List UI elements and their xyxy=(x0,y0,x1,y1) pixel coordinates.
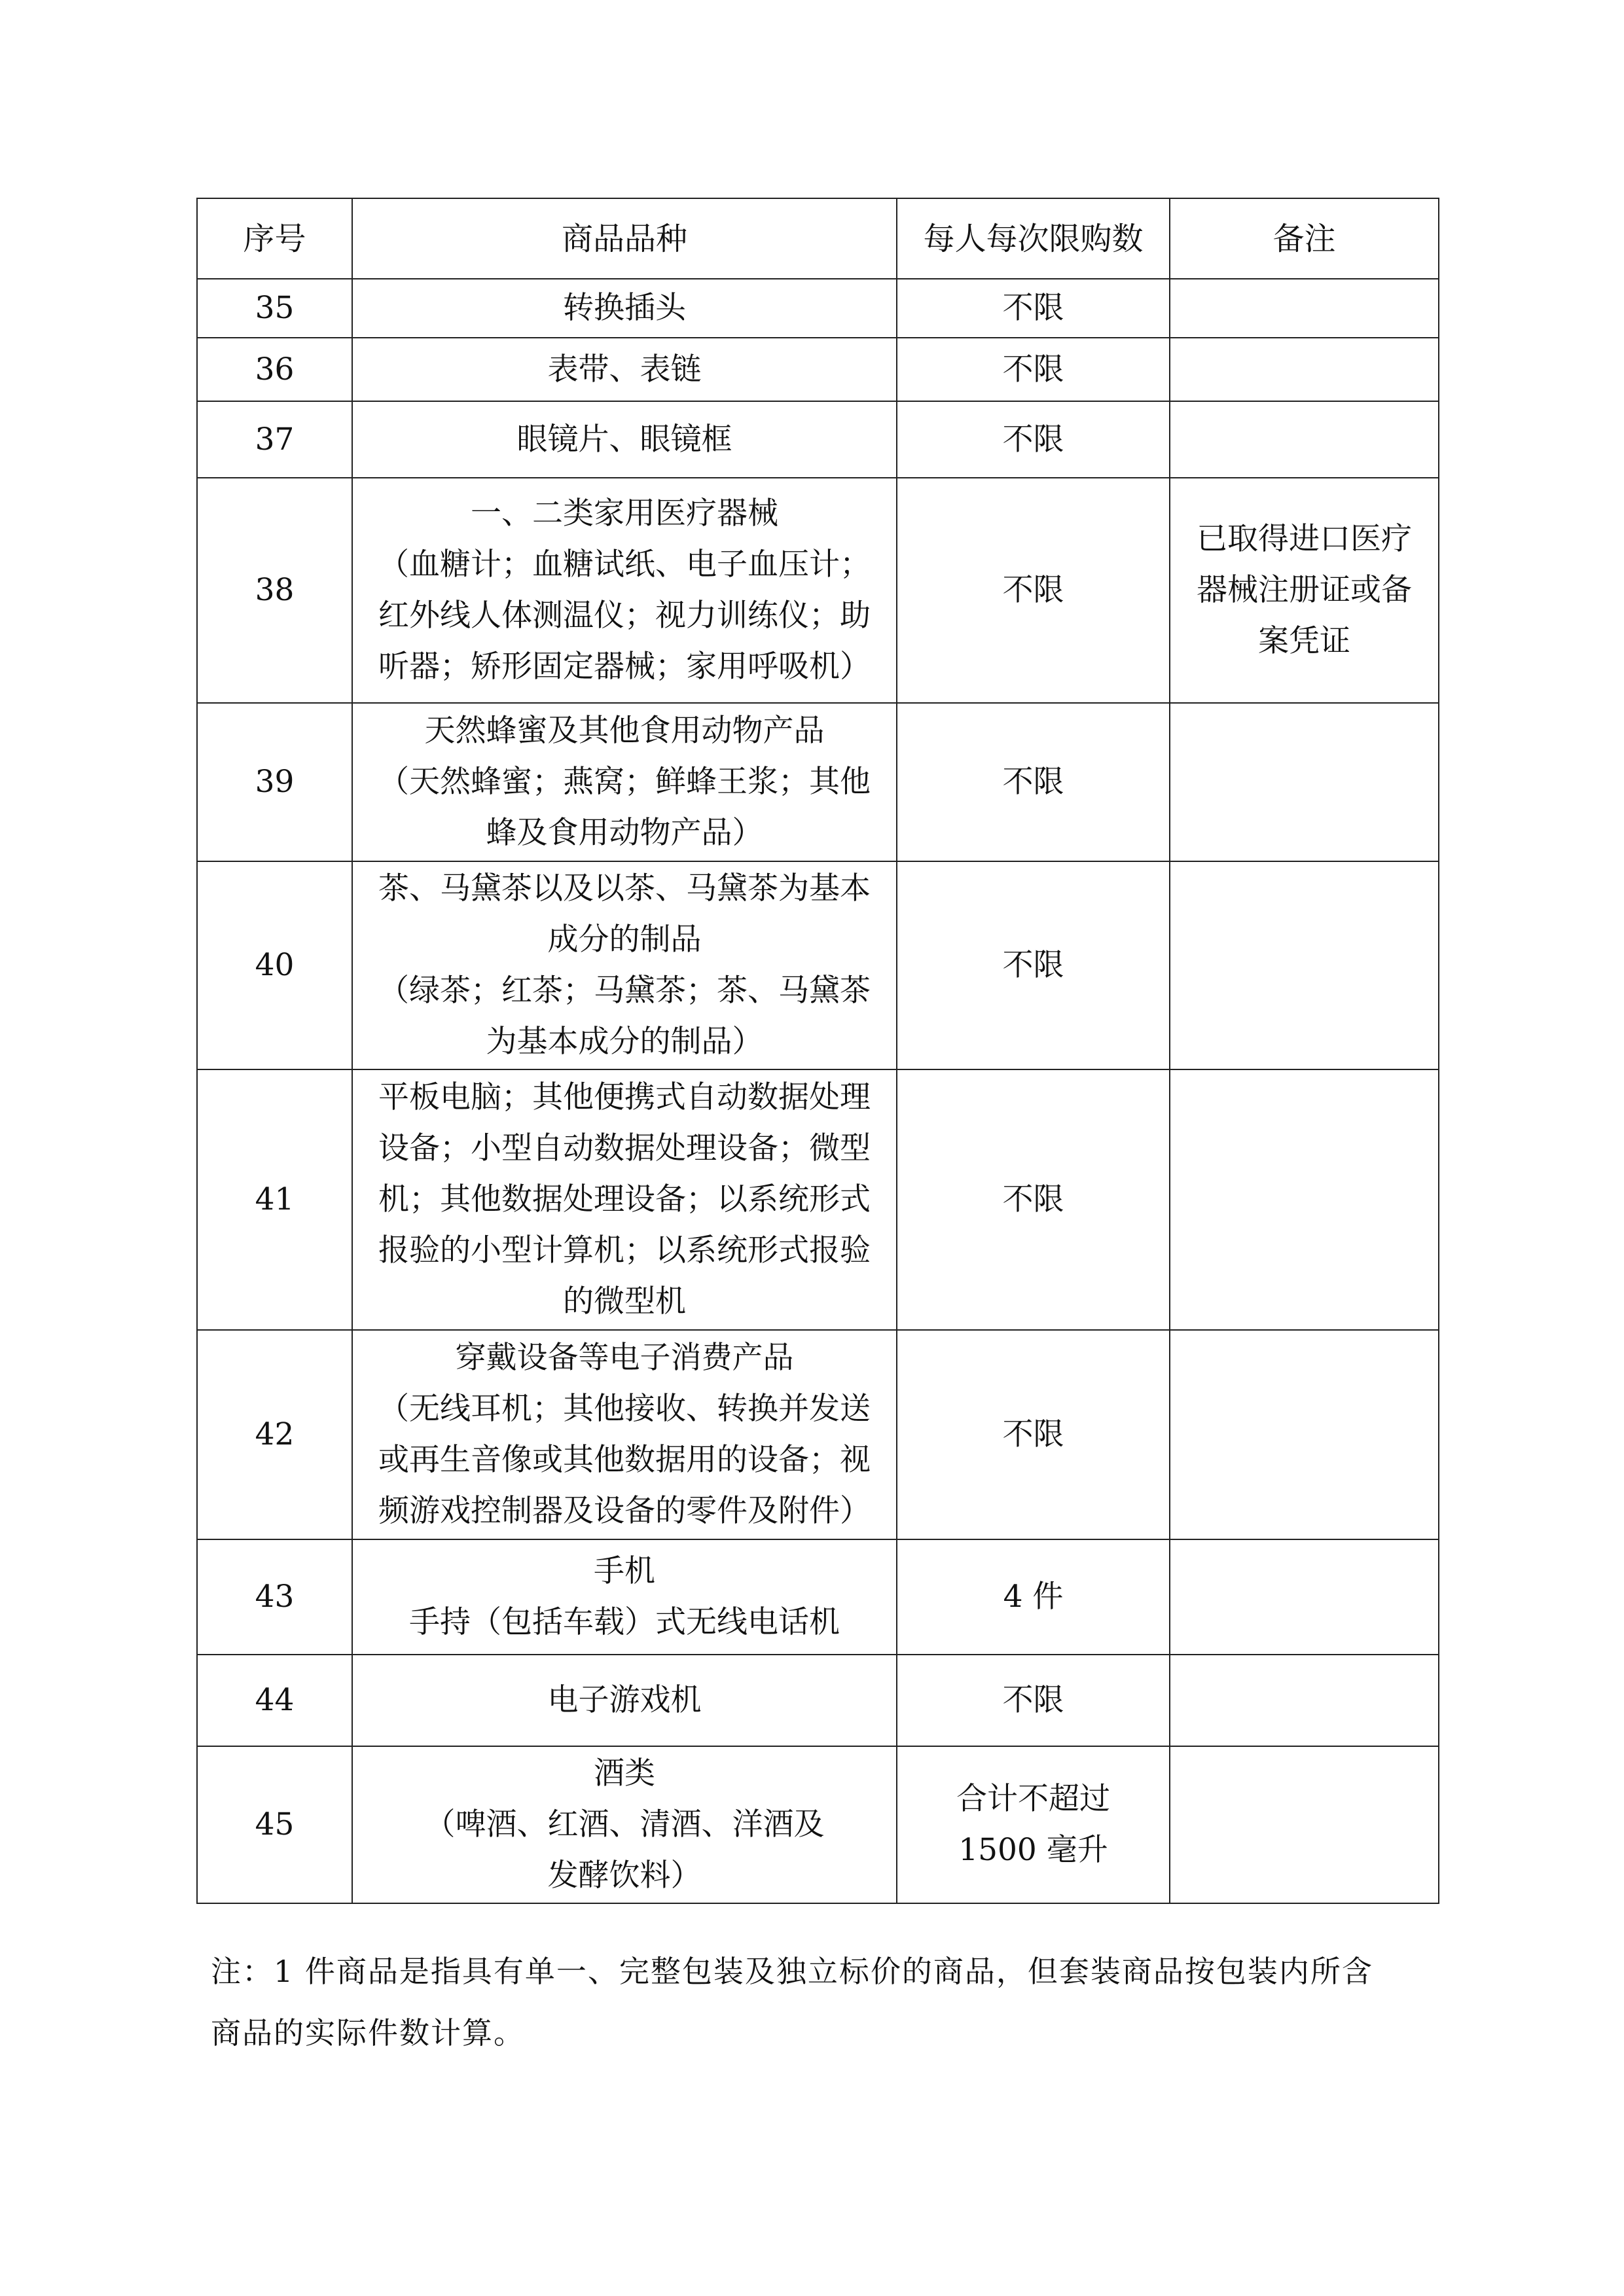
cell-index: 42 xyxy=(197,1330,352,1539)
cell-category xyxy=(352,861,897,1069)
cell-remark xyxy=(1170,1746,1439,1903)
cell-remark xyxy=(1170,478,1439,703)
cell-remark xyxy=(1170,703,1439,861)
cell-index: 45 xyxy=(197,1746,352,1903)
category-line: 机；其他数据处理设备；以系统形式 xyxy=(378,1181,871,1217)
table-row xyxy=(197,1746,1439,1903)
cell-index: 43 xyxy=(197,1539,352,1655)
cell-remark xyxy=(1170,279,1439,338)
cell-limit xyxy=(897,1069,1170,1330)
category-line: 穿戴设备等电子消费产品 xyxy=(455,1340,794,1376)
category-line: （天然蜂蜜；燕窝；鲜蜂王浆；其他 xyxy=(378,764,871,800)
table-row xyxy=(197,401,1439,478)
limit-line: 不限 xyxy=(1002,290,1064,326)
limit-line: 4 件 xyxy=(1003,1579,1064,1615)
cell-limit xyxy=(897,861,1170,1069)
category-line: 表带、表链 xyxy=(547,351,702,387)
cell-remark xyxy=(1170,1069,1439,1330)
footnote-line: 注：1 件商品是指具有单一、完整包装及独立标价的商品，但套装商品按包装内所含 xyxy=(211,1954,1373,1989)
limit-line: 合计不超过 xyxy=(956,1781,1110,1817)
category-line: 手机 xyxy=(594,1553,655,1589)
cell-limit xyxy=(897,703,1170,861)
limit-line: 不限 xyxy=(1002,1416,1064,1452)
category-line: 报验的小型计算机；以系统形式报验 xyxy=(378,1232,871,1268)
category-line: 电子游戏机 xyxy=(547,1682,702,1718)
cell-remark xyxy=(1170,1655,1439,1746)
cell-limit xyxy=(897,1655,1170,1746)
category-line: 眼镜片、眼镜框 xyxy=(516,421,732,457)
cell-limit xyxy=(897,1330,1170,1539)
table-header-row xyxy=(197,198,1439,279)
table-row xyxy=(197,703,1439,861)
cell-remark xyxy=(1170,861,1439,1069)
footnote-line: 商品的实际件数计算。 xyxy=(211,2015,525,2051)
limit-line: 不限 xyxy=(1002,1181,1064,1217)
category-line: 或再生音像或其他数据用的设备；视 xyxy=(378,1442,871,1478)
cell-index: 41 xyxy=(197,1069,352,1330)
limit-line: 不限 xyxy=(1002,421,1064,457)
limit-line: 不限 xyxy=(1002,1682,1064,1718)
category-line: 蜂及食用动物产品） xyxy=(486,815,763,851)
table-row xyxy=(197,1539,1439,1655)
limit-line: 不限 xyxy=(1002,947,1064,983)
cell-category xyxy=(352,338,897,401)
remark-line: 案凭证 xyxy=(1258,623,1350,659)
cell-category xyxy=(352,1539,897,1655)
cell-category xyxy=(352,1330,897,1539)
cell-limit xyxy=(897,1746,1170,1903)
category-line: （血糖计；血糖试纸、电子血压计； xyxy=(378,547,871,583)
header-index: 序号 xyxy=(197,198,352,279)
cell-category xyxy=(352,703,897,861)
footnote xyxy=(211,1941,1441,2064)
header-remark: 备注 xyxy=(1170,198,1439,279)
limit-line: 不限 xyxy=(1002,572,1064,608)
header-limit: 每人每次限购数 xyxy=(897,198,1170,279)
cell-limit xyxy=(897,338,1170,401)
category-line: （无线耳机；其他接收、转换并发送 xyxy=(378,1391,871,1427)
header-category: 商品品种 xyxy=(352,198,897,279)
limit-line: 1500 毫升 xyxy=(958,1832,1108,1868)
table-row xyxy=(197,478,1439,703)
category-line: 天然蜂蜜及其他食用动物产品 xyxy=(424,713,825,749)
limit-line: 不限 xyxy=(1002,764,1064,800)
cell-index: 35 xyxy=(197,279,352,338)
cell-index: 44 xyxy=(197,1655,352,1746)
category-line: 一、二类家用医疗器械 xyxy=(471,495,778,531)
cell-remark xyxy=(1170,1539,1439,1655)
cell-category xyxy=(352,1069,897,1330)
purchase-limit-table xyxy=(196,198,1439,1904)
cell-index: 40 xyxy=(197,861,352,1069)
category-line: 为基本成分的制品） xyxy=(486,1024,763,1060)
cell-category xyxy=(352,1655,897,1746)
limit-line: 不限 xyxy=(1002,351,1064,387)
cell-category xyxy=(352,478,897,703)
cell-index: 36 xyxy=(197,338,352,401)
table-row xyxy=(197,338,1439,401)
category-line: 频游戏控制器及设备的零件及附件） xyxy=(378,1493,871,1529)
category-line: 酒类 xyxy=(594,1755,655,1791)
category-line: 红外线人体测温仪；视力训练仪；助 xyxy=(378,598,871,634)
cell-index: 39 xyxy=(197,703,352,861)
cell-category xyxy=(352,1746,897,1903)
table-row xyxy=(197,861,1439,1069)
category-line: 设备；小型自动数据处理设备；微型 xyxy=(378,1130,871,1166)
cell-category xyxy=(352,401,897,478)
category-line: （绿茶；红茶；马黛茶；茶、马黛茶 xyxy=(378,973,871,1009)
table-row xyxy=(197,1069,1439,1330)
cell-remark xyxy=(1170,401,1439,478)
cell-limit xyxy=(897,401,1170,478)
cell-remark xyxy=(1170,1330,1439,1539)
table-row xyxy=(197,1330,1439,1539)
remark-line: 器械注册证或备 xyxy=(1197,572,1412,608)
category-line: （啤酒、红酒、清酒、洋酒及 xyxy=(424,1806,825,1842)
cell-remark xyxy=(1170,338,1439,401)
cell-category xyxy=(352,279,897,338)
cell-index: 38 xyxy=(197,478,352,703)
cell-limit xyxy=(897,1539,1170,1655)
category-line: 成分的制品 xyxy=(547,922,702,958)
category-line: 的微型机 xyxy=(563,1283,686,1319)
cell-limit xyxy=(897,478,1170,703)
category-line: 转换插头 xyxy=(563,290,686,326)
category-line: 茶、马黛茶以及以茶、马黛茶为基本 xyxy=(378,870,871,906)
cell-limit xyxy=(897,279,1170,338)
category-line: 手持（包括车载）式无线电话机 xyxy=(409,1604,840,1640)
table-row xyxy=(197,1655,1439,1746)
category-line: 听器；矫形固定器械；家用呼吸机） xyxy=(378,649,871,685)
category-line: 平板电脑；其他便携式自动数据处理 xyxy=(378,1079,871,1115)
cell-index: 37 xyxy=(197,401,352,478)
table-row xyxy=(197,279,1439,338)
category-line: 发酵饮料） xyxy=(547,1857,702,1893)
remark-line: 已取得进口医疗 xyxy=(1197,521,1412,557)
